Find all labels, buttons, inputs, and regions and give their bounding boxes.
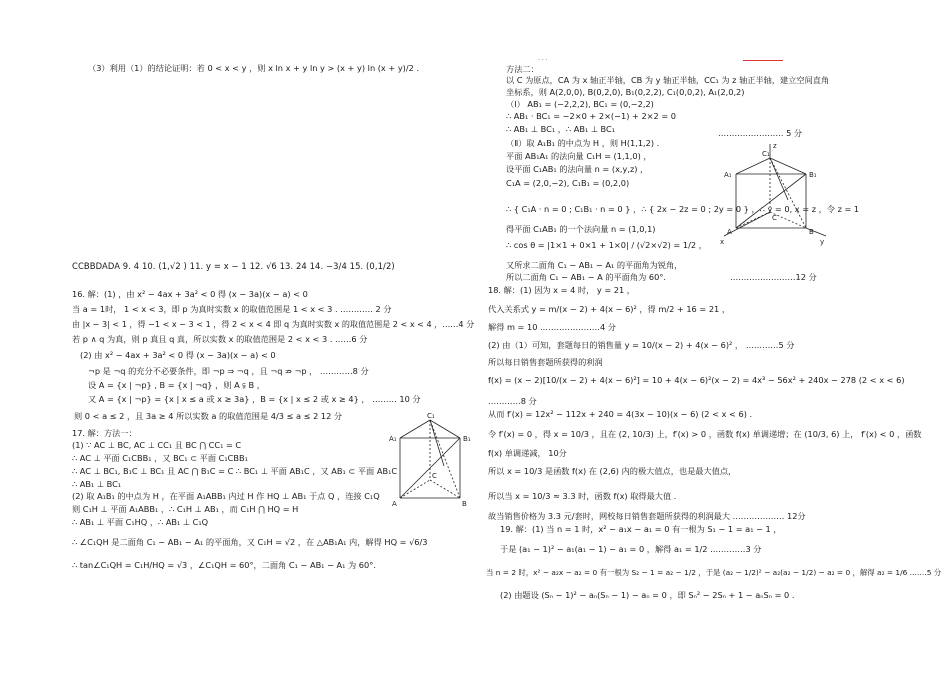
label-a1: A₁ [724,171,732,179]
m2-line: 平面 AB₁A₁ 的法向量 C₁H = (1,1,0) ， [506,151,652,161]
q18-line: 解得 m = 10 .…………………4 分 [488,322,616,332]
q-part3-statement: （3）利用（1）的结论证明：若 0 < x < y ，则 x ln x + y ln y > (x + y) ln (x + y)/2 . [88,63,420,73]
q19-line: 19. 解：(1) 当 n = 1 时，x² − a₁x − a₁ = 0 有一根为 S₁ − 1 = a₁ − 1 ， [500,524,782,534]
label-a1: A₁ [389,435,397,443]
q18-line: 从而 f′(x) = 12x² − 112x + 240 = 4(3x − 10)(x − 6) (2 < x < 6) . [488,409,753,419]
prism-diagram-right [718,140,830,252]
m2-line: （Ⅰ） AB₁ = (−2,2,2), BC₁ = (0,−2,2) [506,99,654,109]
m2-line: 所以二面角 C₁ − AB₁ − A 的平面角为 60°. [506,272,667,282]
q18-line: 故当销售价格为 3.3 元/套时，网校每日销售套题所获得的利润最大 .……………… 12分 [488,511,806,521]
label-b: B [809,228,814,236]
prism-diagram-left [386,410,476,510]
m2-line: 以 C 为原点，CA 为 x 轴正半轴，CB 为 y 轴正半轴，CC₁ 为 z 轴正半轴，建立空间直角 [506,75,830,85]
q16-line: 由 |x − 3| < 1 ，得 −1 < x − 3 < 1 ，得 2 < x < 4 即 q 为真时实数 x 的取值范围是 2 < x < 4 ，……4 分 [72,319,475,329]
m2-line: ∴ { C₁A · n = 0 ; C₁B₁ · n = 0 } ，∴ { 2x − 2z = 0 ; 2y = 0 } ，∴ y = 0, x = z ，令 z = 1 [506,204,860,214]
q16-line: 设 A = {x | ¬p} , B = {x | ¬q} ，则 A ⫋ B ， [88,380,265,390]
q16-line: 又 A = {x | ¬p} = {x | x ≤ a 或 x ≥ 3a} ，B = {x | x ≤ 2 或 x ≥ 4} ， ……… 10 分 [88,394,421,404]
header-dots: · · · [538,57,548,64]
m2-line: ∴ AB₁ ⊥ BC₁ ，∴ AB₁ ⊥ BC₁ [506,124,616,134]
q17-line: ∴ AC ⊥ 平面 C₁CBB₁ ，又 BC₁ ⊂ 平面 C₁CBB₁ [72,453,248,463]
q18-line: 18. 解：(1) 因为 x = 4 时， y = 21 ， [488,285,635,295]
q16-line: 当 a = 1时， 1 < x < 3，即 p 为真时实数 x 的取值范围是 1 < x < 3 . ………… 2 分 [72,304,392,314]
q17-line: (2) 取 A₁B₁ 的中点为 H ，在平面 A₁ABB₁ 内过 H 作 HQ ⊥ AB₁ 于点 Q ，连接 C₁Q [72,491,380,501]
q17-line: ∴ tan∠C₁QH = C₁H/HQ = √3 ，∠C₁QH = 60°，二面角 C₁ − AB₁ − A₁ 为 60°. [72,560,376,570]
m2-line: C₁A = (2,0,−2), C₁B₁ = (0,2,0) [506,178,630,188]
q19-line: (2) 由题设 (Sₙ − 1)² − aₙ(Sₙ − 1) − aₙ = 0 ，即 Sₙ² − 2Sₙ + 1 − aₙSₙ = 0 . [500,590,795,600]
label-a: A [392,500,397,508]
m2-line: 方法二： [506,64,539,74]
label-c1: C₁ [762,150,770,158]
q16-line: 则 0 < a ≤ 2 ，且 3a ≥ 4 所以实数 a 的取值范围是 4/3 ≤ a ≤ 2 12 分 [74,411,343,421]
red-mark [743,60,783,61]
q18-line: 所以当 x = 10/3 ≈ 3.3 时，函数 f(x) 取得最大值 . [488,491,677,501]
q18-line: 所以每日销售套题所获得的利润 [488,357,603,367]
q16-line: ¬p 是 ¬q 的充分不必要条件，即 ¬p ⇒ ¬q ，且 ¬q ⇏ ¬p ， …………8 分 [88,366,369,376]
objective-answers: CCBBDADA 9. 4 10. (1,√2 ) 11. y = x − 1 12. √6 13. 24 14. −3/4 15. (0,1/2) [72,261,395,271]
q17-line: (1) ∵ AC ⊥ BC, AC ⊥ CC₁ 且 BC ⋂ CC₁ = C [72,440,242,450]
m2-line: ∴ AB₁ · BC₁ = −2×0 + 2×(−1) + 2×2 = 0 [506,111,677,121]
m2-line: 又所求二面角 C₁ − AB₁ − A₁ 的平面角为锐角， [506,260,683,270]
m2-line: 坐标系，则 A(2,0,0), B(0,2,0), B₁(0,2,2), C₁(0,0,2), A₁(2,0,2) [506,87,745,97]
q18-line: 所以 x = 10/3 是函数 f(x) 在 (2,6) 内的极大值点，也是最大值点， [488,466,737,476]
label-c1: C₁ [427,412,435,420]
q19-line: 当 n = 2 时，x² − a₂x − a₂ = 0 有一根为 S₂ − 1 = a₂ − 1/2 ，于是 (a₂ − 1/2)² − a₂(a₂ − 1/2) − a₂ = 0 ，解得 a₂ = 1/6 .……5 分 [486,568,942,577]
q18-line: 令 f′(x) = 0 ，得 x = 10/3 ，且在 (2, 10/3) 上，f′(x) > 0 ，函数 f(x) 单调递增；在 (10/3, 6) 上， f′(x) < 0 ，函数 [488,429,922,439]
q17-line: 则 C₁H ⊥ 平面 A₁ABB₁ ，∴ C₁H ⊥ AB₁ ，而 C₁H ⋂ HQ = H [72,504,299,514]
label-c: C [772,214,777,222]
m2-line: 设平面 C₁AB₁ 的法向量 n = (x,y,z) ， [506,164,649,174]
q18-line: f(x) 单调递减， 10分 [488,448,567,458]
label-z-axis: z [773,142,777,150]
q19-line: 于是 (a₁ − 1)² − a₁(a₁ − 1) − a₁ = 0 ，解得 a₁ = 1/2 .…………3 分 [500,544,762,554]
label-b1: B₁ [809,171,817,179]
m2-line: 得平面 C₁AB₁ 的一个法向量 n = (1,0,1) [506,224,656,234]
q18-line: f(x) = (x − 2)[10/(x − 2) + 4(x − 6)²] = 10 + 4(x − 6)²(x − 2) = 4x³ − 56x² + 240x − 278 (2 < x < 6) [488,375,905,385]
q16-line: 若 p ∧ q 为真，则 p 真且 q 真，所以实数 x 的取值范围是 2 < x < 3 . ……6 分 [72,334,368,344]
q16-line: 16. 解：(1) ，由 x² − 4ax + 3a² < 0 得 (x − 3a)(x − a) < 0 [72,289,308,299]
q17-line: ∴ AB₁ ⊥ 平面 C₁HQ ，∴ AB₁ ⊥ C₁Q [72,517,209,527]
score-5: …………………… 5 分 [718,128,803,138]
q16-line: (2) 由 x² − 4ax + 3a² < 0 得 (x − 3a)(x − a) < 0 [80,350,276,360]
m2-line: ∴ cos θ = |1×1 + 0×1 + 1×0| / (√2×√2) = 1/2 ， [506,240,707,250]
label-b1: B₁ [463,435,471,443]
q18-line: (2) 由（1）可知，套题每日的销售量 y = 10/(x − 2) + 4(x − 6)² ， …………5 分 [488,340,795,350]
q18-line: 代入关系式 y = m/(x − 2) + 4(x − 6)² ，得 m/2 + 16 = 21 ， [488,304,731,314]
q17-line: ∴ AB₁ ⊥ BC₁ [72,479,122,489]
label-a: A [727,228,732,236]
m2-line: （Ⅱ）取 A₁B₁ 的中点为 H ，则 H(1,1,2) . [506,138,660,148]
q17-line: ∴ AC ⊥ BC₁, B₁C ⊥ BC₁ 且 AC ⋂ B₁C = C ∴ BC₁ ⊥ 平面 AB₁C ，又 AB₁ ⊂ 平面 AB₁C [72,466,398,476]
q17-line: ∴ ∠C₁QH 是二面角 C₁ − AB₁ − A₁ 的平面角，又 C₁H = √2 ，在 △AB₁A₁ 内，解得 HQ = √6/3 [72,537,428,547]
q18-line: …………8 分 [488,396,537,406]
label-y-axis: y [820,238,825,246]
score-12: ……………………12 分 [730,272,817,282]
right-column [478,0,950,673]
label-c: C [432,472,437,480]
q17-line: 17. 解：方法一： [72,428,137,438]
label-x-axis: x [720,238,725,246]
label-b: B [462,500,467,508]
